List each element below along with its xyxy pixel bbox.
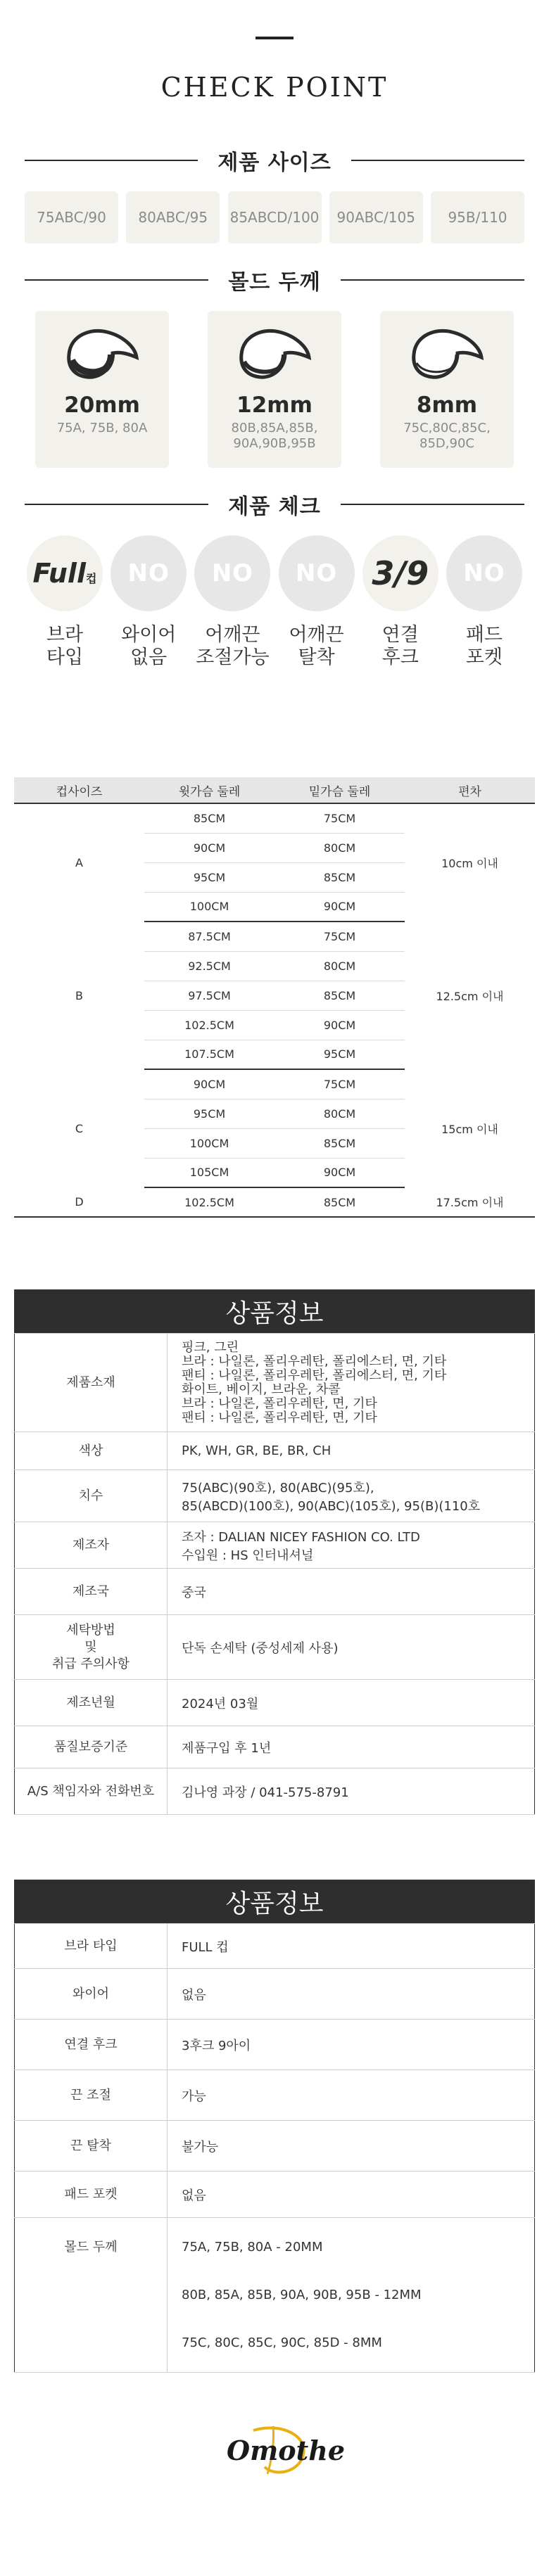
header-divider — [255, 37, 294, 39]
size-chip: 90ABC/105 — [329, 191, 423, 243]
thick-cup-icon — [63, 326, 141, 383]
table-row — [15, 1726, 535, 1768]
spec-label: 끈 조절 — [15, 2070, 168, 2121]
table-cell: 75CM — [274, 1069, 405, 1099]
table-cell: 95CM — [274, 1040, 405, 1069]
table-cell: 80CM — [274, 951, 405, 981]
mold-card — [35, 311, 169, 468]
table-row — [15, 1432, 535, 1470]
table-row — [15, 2172, 535, 2218]
size-list — [25, 191, 524, 243]
thin-cup-icon — [408, 326, 486, 383]
check-item — [446, 535, 522, 669]
info-value: 단독 손세탁 (중성세제 사용) — [168, 1615, 535, 1680]
product-detail-page — [0, 37, 549, 2499]
no-strap-detach-icon: NO — [279, 535, 355, 611]
table-cell: 95CM — [144, 862, 274, 892]
table-cell: 85CM — [274, 862, 405, 892]
spec-value: 3후크 9아이 — [168, 2020, 535, 2070]
size-chip: 95B/110 — [431, 191, 524, 243]
product-spec-table — [14, 1880, 535, 2373]
deviation-cell: 10cm 이내 — [405, 803, 535, 922]
table-cell: 90CM — [274, 1158, 405, 1187]
product-info-title: 상품정보 — [15, 1290, 535, 1334]
info-label: 치수 — [15, 1470, 168, 1522]
brand-logo — [0, 2415, 549, 2499]
info-label: 색상 — [15, 1432, 168, 1470]
table-cell: 80CM — [274, 1099, 405, 1128]
info-value: 중국 — [168, 1569, 535, 1615]
deviation-cell: 17.5cm 이내 — [405, 1187, 535, 1217]
mold-thickness: 12mm — [236, 393, 313, 418]
table-row — [15, 2020, 535, 2070]
table-cell: 97.5CM — [144, 981, 274, 1010]
spec-value: 불가능 — [168, 2121, 535, 2172]
product-info-table — [14, 1289, 535, 1815]
table-row — [14, 1187, 535, 1217]
omothe-logo-icon — [204, 2415, 345, 2485]
table-cell: 87.5CM — [144, 922, 274, 951]
check-item — [362, 535, 438, 669]
spec-label: 연결 후크 — [15, 2020, 168, 2070]
mold-card — [380, 311, 514, 468]
table-row — [15, 1768, 535, 1815]
check-point-title: CHECK POINT — [160, 72, 389, 103]
info-label: 제조국 — [15, 1569, 168, 1615]
table-row — [15, 1569, 535, 1615]
table-cell: 102.5CM — [144, 1010, 274, 1040]
table-row — [15, 1334, 535, 1432]
table-row — [15, 2070, 535, 2121]
table-row — [14, 1069, 535, 1099]
mold-sizes: 75A, 75B, 80A — [56, 421, 148, 435]
product-check-list — [27, 535, 522, 669]
spec-label: 끈 탈착 — [15, 2121, 168, 2172]
table-row — [15, 1969, 535, 2020]
table-row — [15, 2218, 535, 2373]
deviation-cell: 12.5cm 이내 — [436, 989, 504, 1003]
cup-cell: A — [14, 803, 144, 922]
cup-cell: B — [75, 988, 83, 1002]
check-label: 어깨끈 조절가능 — [196, 624, 270, 668]
table-cell: 95CM — [144, 1099, 274, 1128]
table-row — [15, 1680, 535, 1726]
info-value: 제품구입 후 1년 — [168, 1726, 535, 1768]
table-row — [14, 803, 535, 833]
size-chip: 80ABC/95 — [126, 191, 220, 243]
medium-cup-icon — [236, 326, 313, 383]
hook-icon: 3/9 — [362, 535, 438, 611]
info-label: 제조년월 — [15, 1680, 168, 1726]
column-header: 편차 — [405, 777, 535, 803]
info-label: 제품소재 — [15, 1334, 168, 1432]
mold-thickness: 8mm — [416, 393, 478, 418]
table-cell: 80CM — [274, 833, 405, 862]
table-row — [15, 1924, 535, 1969]
spec-value: FULL 컵 — [168, 1924, 535, 1969]
table-cell: 75CM — [274, 803, 405, 833]
no-wire-icon: NO — [111, 535, 187, 611]
cup-cell: D — [14, 1187, 144, 1217]
deviation-cell: 15cm 이내 — [441, 1122, 498, 1136]
table-cell: 75CM — [274, 922, 405, 951]
size-chip: 85ABCD/100 — [228, 191, 322, 243]
table-cell: 85CM — [274, 1187, 405, 1217]
table-cell: 90CM — [144, 833, 274, 862]
info-value: 조자 : DALIAN NICEY FASHION CO. LTD 수입원 : HS 인터내셔널 — [168, 1522, 535, 1569]
table-cell: 90CM — [144, 1069, 274, 1099]
info-label: 품질보증기준 — [15, 1726, 168, 1768]
size-chart-table — [14, 777, 535, 1218]
table-cell: 85CM — [274, 981, 405, 1010]
table-row — [15, 1470, 535, 1522]
table-row — [15, 1522, 535, 1569]
info-value: 2024년 03월 — [168, 1680, 535, 1726]
table-cell: 92.5CM — [144, 951, 274, 981]
column-header: 컵사이즈 — [14, 777, 144, 803]
table-row — [15, 1615, 535, 1680]
spec-value: 75A, 75B, 80A - 20MM 80B, 85A, 85B, 90A, 90B, 95B - 12MM 75C, 80C, 85C, 90C, 85D - 8MM — [168, 2218, 535, 2373]
spec-label: 와이어 — [15, 1969, 168, 2020]
product-check-heading: 제품 체크 — [25, 489, 524, 520]
table-cell: 85CM — [274, 1128, 405, 1158]
check-item — [279, 535, 355, 669]
info-label: 세탁방법 및 취급 주의사항 — [15, 1615, 168, 1680]
no-strap-adjust-icon: NO — [194, 535, 270, 611]
no-pad-pocket-icon: NO — [446, 535, 522, 611]
size-chip: 75ABC/90 — [25, 191, 118, 243]
table-cell: 90CM — [274, 892, 405, 922]
check-item — [194, 535, 270, 669]
info-value: PK, WH, GR, BE, BR, CH — [168, 1432, 535, 1470]
info-label: 제조자 — [15, 1522, 168, 1569]
table-cell: 105CM — [144, 1158, 274, 1187]
check-label: 패드 포켓 — [465, 624, 503, 668]
check-item — [27, 535, 103, 669]
info-value: 75(ABC)(90호), 80(ABC)(95호), 85(ABCD)(100호), 90(ABC)(105호), 95(B)(110호 — [168, 1470, 535, 1522]
table-cell: 107.5CM — [144, 1040, 274, 1069]
table-cell: 100CM — [144, 892, 274, 922]
spec-value: 없음 — [168, 1969, 535, 2020]
mold-sizes: 75C,80C,85C, 85D,90C — [403, 421, 491, 451]
spec-label: 패드 포켓 — [15, 2172, 168, 2218]
svg-text:Omothe: Omothe — [227, 2435, 345, 2466]
cup-cell: C — [75, 1121, 84, 1135]
info-value: 김나영 과장 / 041-575-8791 — [168, 1768, 535, 1815]
info-label: A/S 책임자와 전화번호 — [15, 1768, 168, 1815]
check-label: 와이어 없음 — [121, 624, 177, 668]
table-cell: 85CM — [144, 803, 274, 833]
product-spec-title: 상품정보 — [15, 1880, 535, 1924]
check-label: 어깨끈 탈착 — [289, 624, 344, 668]
mold-thickness-heading: 몰드 두께 — [25, 264, 524, 295]
mold-thickness: 20mm — [64, 393, 140, 418]
full-cup-icon: Full컵 — [27, 535, 103, 611]
check-item — [111, 535, 187, 669]
table-cell: 102.5CM — [144, 1187, 274, 1217]
mold-card — [208, 311, 341, 468]
mold-sizes: 80B,85A,85B, 90A,90B,95B — [231, 421, 318, 451]
mold-list — [35, 311, 514, 468]
spec-label: 브라 타입 — [15, 1924, 168, 1969]
table-row — [15, 2121, 535, 2172]
check-label: 브라 타입 — [46, 624, 84, 668]
table-cell: 90CM — [274, 1010, 405, 1040]
table-cell: 100CM — [144, 1128, 274, 1158]
column-header: 밑가슴 둘레 — [274, 777, 405, 803]
product-size-heading: 제품 사이즈 — [25, 145, 524, 176]
spec-value: 없음 — [168, 2172, 535, 2218]
info-value: 핑크, 그린 브라 : 나일론, 폴리우레탄, 폴리에스터, 면, 기타 팬티 : 나일론, 폴리우레탄, 폴리에스터, 면, 기타 화이트, 베이지, 브라운, 차콜 브라 : 나일론, 폴리우레탄, 면, 기타 팬티 : 나일론, 폴리우레탄, 면, 기타 — [168, 1334, 535, 1432]
check-label: 연결 후크 — [381, 624, 419, 668]
spec-label: 몰드 두께 — [15, 2218, 168, 2373]
spec-value: 가능 — [168, 2070, 535, 2121]
table-row — [14, 922, 535, 951]
column-header: 윗가슴 둘레 — [144, 777, 274, 803]
